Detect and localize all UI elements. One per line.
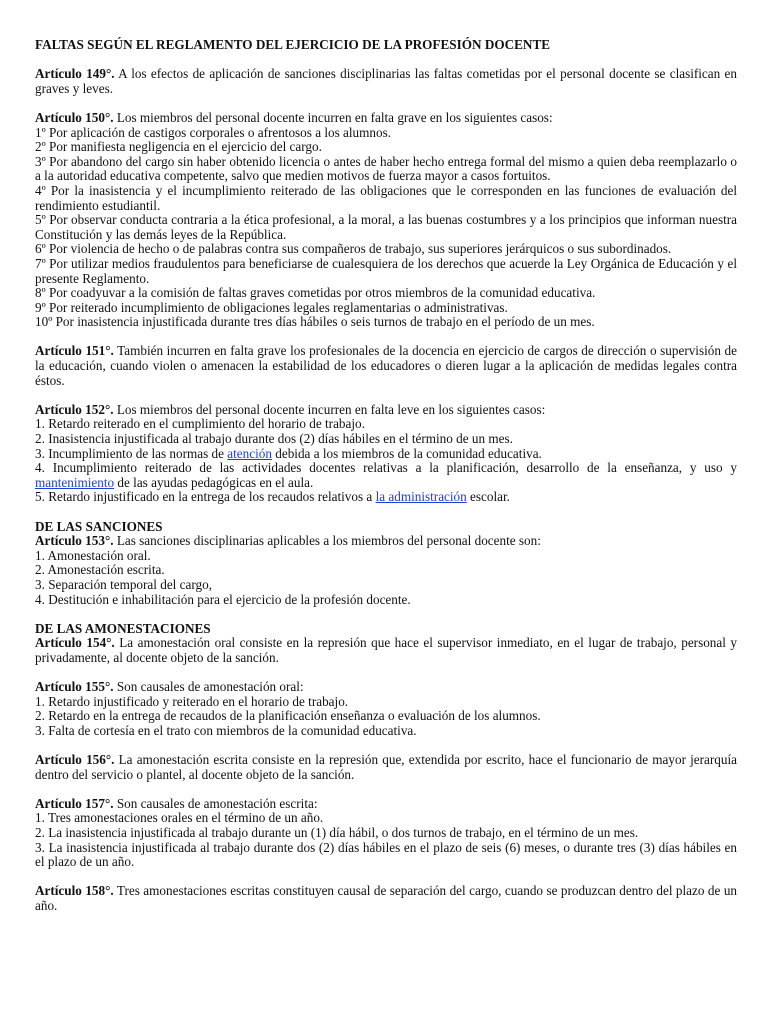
article-151-label: Artículo 151°. (35, 343, 114, 359)
article-150 (35, 111, 737, 330)
list-item: 6º Por violencia de hecho o de palabras contra sus compañeros de trabajo, sus superiores jerárquicos o sus subordinados. (35, 241, 672, 257)
list-item: 9º Por reiterado incumplimiento de obligaciones legales reglamentarias o administrativas. (35, 299, 508, 315)
list-item: 3. Separación temporal del cargo, (35, 576, 212, 592)
article-155 (35, 680, 737, 738)
atencion-link[interactable]: atención (227, 445, 272, 461)
article-157-intro: Son causales de amonestación escrita: (113, 795, 318, 811)
list-item: 2. Inasistencia injustificada al trabajo durante dos (2) días hábiles en el término de un mes. (35, 431, 513, 447)
section-amonestaciones (35, 622, 737, 666)
list-item: 4. Destitución e inhabilitación para el ejercicio de la profesión docente. (35, 591, 411, 607)
article-155-label: Artículo 155°. (35, 679, 114, 695)
article-151 (35, 344, 737, 388)
list-item: 8º Por coadyuvar a la comisión de faltas graves cometidas por otros miembros de la comunidad educativa. (35, 285, 596, 301)
article-155-intro: Son causales de amonestación oral: (113, 679, 304, 695)
list-item: 1. Retardo reiterado en el cumplimiento del horario de trabajo. (35, 416, 365, 432)
article-158 (35, 884, 737, 913)
article-151-text: También incurren en falta grave los profesionales de la docencia en ejercicio de cargos de dirección o supervisión de la educación, cuando violen o amenacen la estabilidad de los educadores o dieren lugar a la aplicación de medidas legales contra éstos. (35, 343, 737, 388)
article-154-text: La amonestación oral consiste en la represión que hace el supervisor inmediato, en el lugar de trabajo, personal y privadamente, al docente objeto de la sanción. (35, 635, 737, 665)
list-item-text: debida a los miembros de la comunidad educativa. (271, 445, 542, 461)
article-150-intro: Los miembros del personal docente incurren en falta grave en los siguientes casos: (113, 109, 553, 125)
article-152 (35, 403, 737, 505)
list-item: 3. La inasistencia injustificada al trabajo durante dos (2) días hábiles en el plazo de seis (6) meses, o durante tres (3) días hábiles en el plazo de un año. (35, 839, 737, 870)
section-heading-sanciones: DE LAS SANCIONES (35, 518, 163, 534)
list-item-text: 5. Retardo injustificado en la entrega de los recaudos relativos a (35, 489, 376, 505)
article-149-label: Artículo 149°. (35, 66, 115, 82)
list-item: 2. Amonestación escrita. (35, 562, 165, 578)
article-157-label: Artículo 157°. (35, 795, 114, 811)
list-item: 2. La inasistencia injustificada al trabajo durante un (1) día hábil, o dos turnos de trabajo, en el término de un mes. (35, 825, 639, 841)
list-item-text: de las ayudas pedagógicas en el aula. (114, 474, 314, 490)
list-item: 4º Por la inasistencia y el incumplimiento reiterado de las obligaciones que le corresponden en las funciones de evaluación del rendimiento estudiantil. (35, 182, 737, 213)
article-150-label: Artículo 150°. (35, 109, 114, 125)
article-156-label: Artículo 156°. (35, 752, 115, 768)
list-item: 3º Por abandono del cargo sin haber obtenido licencia o antes de haber hecho entrega formal del mismo a quien deba reemplazarlo o a la autoridad educativa competente, salvo que medien motivos de fuerza mayor a casos fortuitos. (35, 153, 737, 184)
list-item: 7º Por utilizar medios fraudulentos para beneficiarse de cualesquiera de los derechos que acuerde la Ley Orgánica de Educación y el presente Reglamento. (35, 255, 737, 286)
article-153-label: Artículo 153°. (35, 533, 114, 549)
section-sanciones (35, 520, 737, 608)
article-156 (35, 753, 737, 782)
mantenimiento-link[interactable]: mantenimiento (35, 474, 115, 490)
article-152-label: Artículo 152°. (35, 401, 114, 417)
article-154-label: Artículo 154°. (35, 635, 115, 651)
list-item-text: 4. Incumplimiento reiterado de las actividades docentes relativas a la planificación, desarrollo de la enseñanza, y uso y (35, 460, 737, 476)
list-item: 10º Por inasistencia injustificada durante tres días hábiles o seis turnos de trabajo en el período de un mes. (35, 314, 595, 330)
article-149 (35, 67, 737, 96)
article-152-intro: Los miembros del personal docente incurren en falta leve en los siguientes casos: (113, 401, 546, 417)
article-158-text: Tres amonestaciones escritas constituyen causal de separación del cargo, cuando se produzcan dentro del plazo de un año. (35, 883, 738, 914)
article-156-text: La amonestación escrita consiste en la represión que, extendida por escrito, hace el funcionario de mayor jerarquía dentro del servicio o plantel, al docente objeto de la sanción. (35, 752, 738, 782)
list-item: 1º Por aplicación de castigos corporales o afrentosos a los alumnos. (35, 124, 392, 140)
list-item: 1. Amonestación oral. (35, 547, 151, 563)
list-item: 1. Tres amonestaciones orales en el término de un año. (35, 810, 324, 826)
list-item: 2º Por manifiesta negligencia en el ejercicio del cargo. (35, 139, 322, 155)
article-157 (35, 797, 737, 870)
article-158-label: Artículo 158°. (35, 883, 114, 899)
list-item-text: 3. Incumplimiento de las normas de (35, 445, 228, 461)
list-item: 1. Retardo injustificado y reiterado en el horario de trabajo. (35, 693, 349, 709)
administracion-link[interactable]: la administración (375, 489, 467, 505)
list-item (35, 490, 737, 505)
section-heading-amonestaciones: DE LAS AMONESTACIONES (35, 620, 211, 636)
list-item: 3. Falta de cortesía en el trato con miembros de la comunidad educativa. (35, 722, 417, 738)
list-item-text: escolar. (466, 489, 510, 505)
article-153-intro: Las sanciones disciplinarias aplicables a los miembros del personal docente son: (113, 533, 541, 549)
list-item (35, 461, 737, 490)
document-title: FALTAS SEGÚN EL REGLAMENTO DEL EJERCICIO DE LA PROFESIÓN DOCENTE (35, 37, 551, 52)
list-item (35, 447, 737, 462)
list-item: 5º Por observar conducta contraria a la ética profesional, a la moral, a las buenas costumbres y a los principios que informan nuestra Constitución y las demás leyes de la República. (35, 212, 737, 242)
article-149-text: A los efectos de aplicación de sanciones disciplinarias las faltas cometidas por el personal docente se clasifican en graves y leves. (35, 66, 737, 96)
list-item: 2. Retardo en la entrega de recaudos de la planificación enseñanza o evaluación de los alumnos. (35, 708, 541, 724)
